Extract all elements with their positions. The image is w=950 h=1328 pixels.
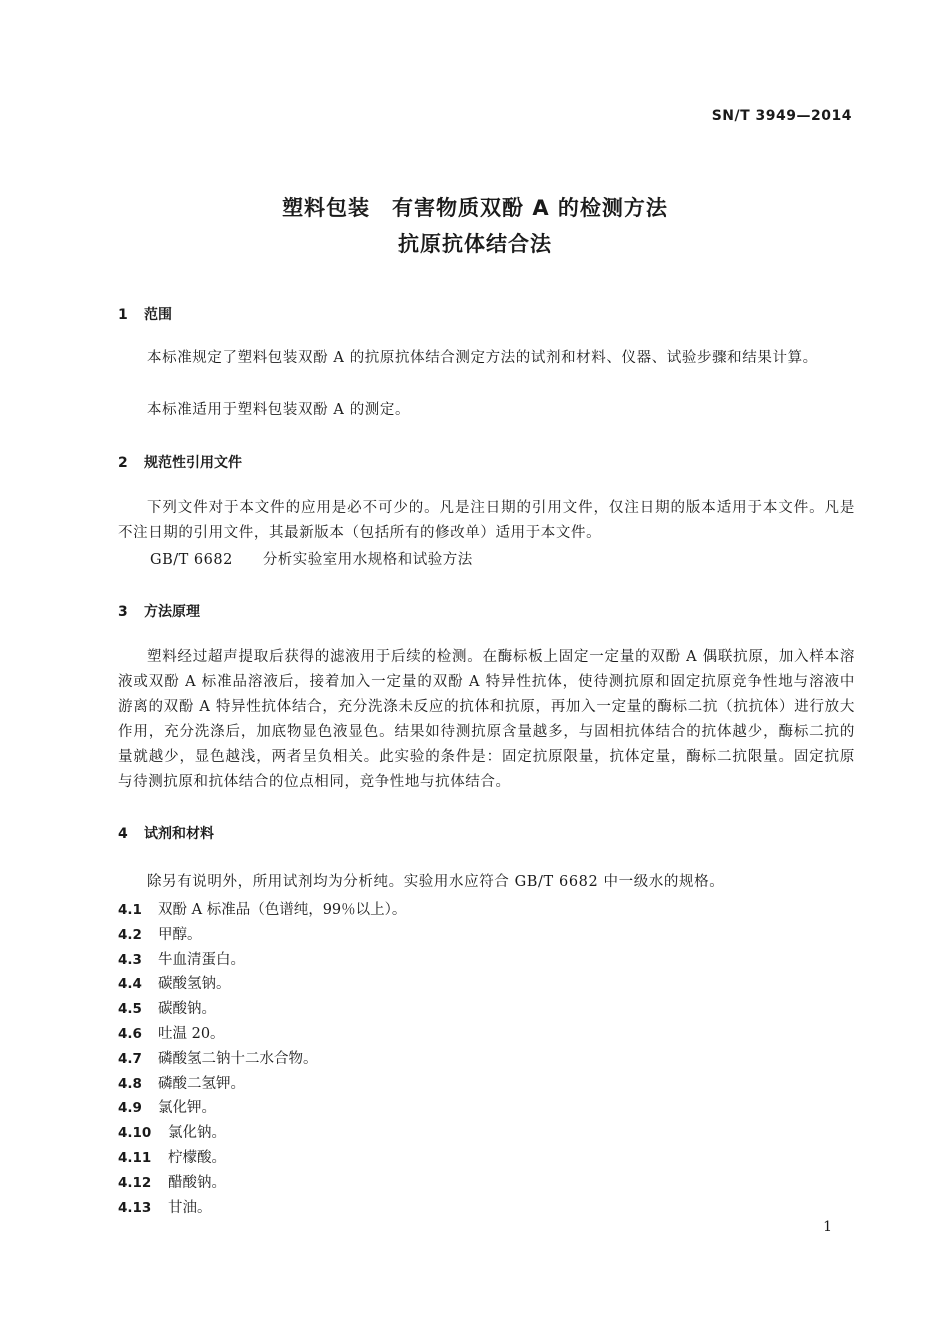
- section-number: 1: [118, 307, 128, 323]
- section-title: 方法原理: [144, 604, 200, 620]
- item-number: 4.13: [118, 1199, 152, 1216]
- references-paragraph: 下列文件对于本文件的应用是必不可少的。凡是注日期的引用文件，仅注日期的版本适用于本文件。凡是不注日期的引用文件，其最新版本（包括所有的修改单）适用于本文件。: [118, 500, 855, 541]
- list-item: [118, 898, 406, 923]
- item-text: 柠檬酸。: [168, 1149, 226, 1166]
- list-item: [118, 1096, 406, 1121]
- item-number: 4.2: [118, 926, 142, 943]
- page-number: 1: [823, 1219, 832, 1235]
- principle-paragraph: 塑料经过超声提取后获得的滤液用于后续的检测。在酶标板上固定一定量的双酚 A 偶联抗原，加入样本溶液或双酚 A 标准品溶液后，接着加入一定量的双酚 A 特异性抗体，使待测抗原和固定抗原竞争性地与溶液中游离的双酚 A 特异性抗体结合，充分洗涤未反应的抗体和抗原，再加入一定量的酶标二抗（抗抗体）进行放大作用，充分洗涤后，加底物显色液显色。结果如待测抗原含量越多，与固相抗体结合的抗体越少，酶标二抗的量就越少，显色越浅，两者呈负相关。此实验的条件是：固定抗原限量，抗体定量，酶标二抗限量。固定抗原与待测抗原和抗体结合的位点相同，竞争性地与抗体结合。: [118, 649, 855, 790]
- item-text: 双酚 A 标准品（色谱纯，99％以上）。: [158, 902, 407, 918]
- list-item: [118, 1047, 406, 1072]
- list-item: [118, 1022, 406, 1047]
- item-number: 4.10: [118, 1125, 152, 1142]
- list-item: [118, 1146, 406, 1171]
- section-title: 规范性引用文件: [144, 455, 242, 471]
- list-item: [118, 972, 406, 997]
- item-number: 4.4: [118, 976, 142, 993]
- section-heading-reagents: [118, 823, 214, 843]
- item-number: 4.8: [118, 1075, 142, 1092]
- scope-paragraph-2: 本标准适用于塑料包装双酚 A 的测定。: [147, 402, 411, 418]
- reagents-intro: 除另有说明外，所用试剂均为分析纯。实验用水应符合 GB/T 6682 中一级水的规格。: [147, 874, 725, 890]
- list-item: [118, 1171, 406, 1196]
- section-heading-references: [118, 452, 242, 472]
- item-number: 4.6: [118, 1025, 142, 1042]
- list-item: [118, 1072, 406, 1097]
- section-heading-principle: [118, 601, 200, 621]
- list-item: [118, 1196, 406, 1221]
- item-text: 碳酸氢钠。: [158, 976, 231, 993]
- normative-reference: [150, 548, 473, 569]
- list-item: [118, 923, 406, 948]
- item-text: 醋酸钠。: [168, 1174, 226, 1191]
- item-number: 4.3: [118, 951, 142, 968]
- reagent-list: [118, 898, 406, 1220]
- item-number: 4.12: [118, 1174, 152, 1191]
- list-item: [118, 948, 406, 973]
- section-heading-scope: [118, 304, 172, 324]
- item-number: 4.9: [118, 1100, 142, 1117]
- section-number: 4: [118, 826, 128, 842]
- item-text: 氯化钠。: [168, 1125, 226, 1142]
- item-text: 磷酸氢二钠十二水合物。: [158, 1050, 318, 1067]
- section-title: 范围: [144, 307, 172, 323]
- item-number: 4.7: [118, 1050, 142, 1067]
- item-text: 甘油。: [168, 1199, 212, 1216]
- document-title: 塑料包装 有害物质双酚 A 的检测方法: [282, 196, 668, 220]
- item-text: 吐温 20。: [158, 1025, 225, 1042]
- item-number: 4.11: [118, 1149, 152, 1166]
- item-text: 牛血清蛋白。: [158, 951, 245, 968]
- list-item: [118, 997, 406, 1022]
- document-subtitle: 抗原抗体结合法: [398, 232, 552, 256]
- item-number: 4.1: [118, 902, 142, 918]
- item-text: 磷酸二氢钾。: [158, 1075, 245, 1092]
- list-item: [118, 1121, 406, 1146]
- item-text: 甲醇。: [158, 926, 202, 943]
- item-number: 4.5: [118, 1001, 142, 1018]
- section-title: 试剂和材料: [144, 826, 214, 842]
- section-number: 3: [118, 604, 128, 620]
- scope-paragraph-1: 本标准规定了塑料包装双酚 A 的抗原抗体结合测定方法的试剂和材料、仪器、试验步骤和结果计算。: [147, 350, 818, 366]
- item-text: 碳酸钠。: [158, 1001, 216, 1018]
- reference-title: 分析实验室用水规格和试验方法: [262, 552, 473, 568]
- reference-code: GB/T 6682: [150, 552, 233, 568]
- standard-code: SN/T 3949—2014: [711, 108, 852, 124]
- section-number: 2: [118, 455, 128, 471]
- item-text: 氯化钾。: [158, 1100, 216, 1117]
